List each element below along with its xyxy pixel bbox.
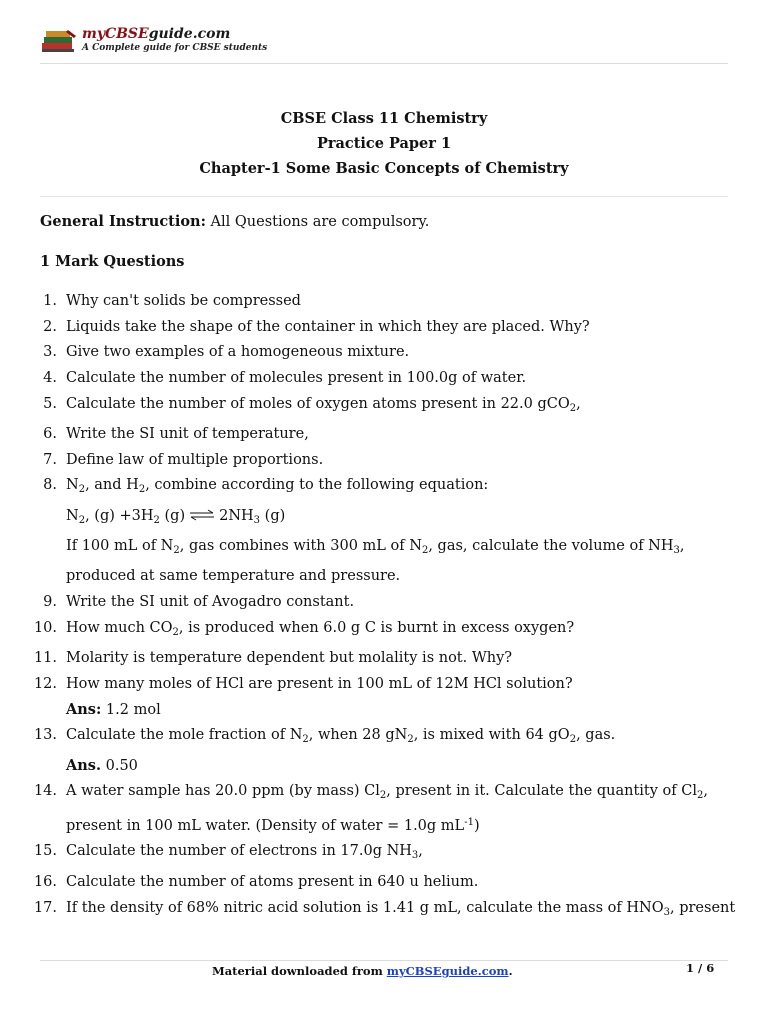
question-number: 9. [43,594,57,610]
chemical-equation: $N_2$, $(g) +3H_2$ (g) $2NH_3$ (g) [66,508,286,526]
answer-label: Ans: [66,701,102,718]
question-text: Liquids take the shape of the container in which they are placed. Why? [66,319,590,335]
question-text: How many moles of HCl are present in 100 mL of 12M HCl solution? [66,676,573,692]
question-continuation: present in 100 mL water. (Density of water = 1.0g $mL^{-1}$) [66,817,480,834]
question-number: 2. [43,319,57,335]
question-number: 16. [33,874,57,890]
answer-label: Ans. [66,757,102,774]
question-number: 1. [43,293,57,309]
question-number: 8. [43,477,57,493]
question-number: 10. [33,620,57,636]
site-header [40,26,740,60]
question-continuation: If 100 mL of $N_2$, gas combines with 300 mL of $N_2$, gas, calculate the volume of $NH_3$, [66,538,685,556]
question-text: Give two examples of a homogeneous mixture. [66,344,410,360]
question-text: Molarity is temperature dependent but molality is not. Why? [66,650,513,666]
question-text: Calculate the mole fraction of $N_2$, when 28 $gN_2$, is mixed with 64 $gO_2$, gas. [66,727,616,745]
header-divider [40,63,728,64]
footer-note: Material downloaded from myCBSEguide.com. [212,964,513,978]
question-number: 6. [43,426,57,442]
instruction-text: All Questions are compulsory. [205,214,430,230]
question-number: 11. [33,650,57,666]
logo-tagline: A Complete guide for CBSE students [82,43,268,53]
books-logo-icon [40,28,78,54]
document-title: CBSE Class 11 Chemistry [280,110,488,127]
section-heading: 1 Mark Questions [40,253,185,270]
question-text: Calculate the number of molecules present in 100.0g of water. [66,370,527,386]
general-instruction [40,213,429,230]
question-text: Why can't solids be compressed [66,293,301,309]
question-text: Calculate the number of atoms present in 640 u helium. [66,874,479,890]
logo-suffix: guide.com [148,26,231,42]
question-number: 15. [33,843,57,859]
question-number: 12. [33,676,57,692]
site-logo[interactable] [82,26,267,54]
question-text: Calculate the number of moles of oxygen atoms present in 22.0 gCO$_2$, [66,396,581,414]
instruction-label: General Instruction: [40,213,206,230]
question-number: 3. [43,344,57,360]
title-divider [40,196,728,197]
question-number: 13. [33,727,57,743]
question-text: Calculate the number of electrons in 17.0g $NH_3$, [66,843,423,861]
answer [66,701,161,718]
question-number: 7. [43,452,57,468]
question-number: 4. [43,370,57,386]
question-number: 17. [33,900,57,916]
question-text: A water sample has 20.0 ppm (by mass) $Cl_2$, present in it. Calculate the quantity of $Cl_2$, [66,783,708,801]
footer-link[interactable]: myCBSEguide.com [386,964,509,978]
answer-value: 1.2 mol [101,702,161,718]
question-text: How much $CO_2$, is produced when 6.0 g C is burnt in excess oxygen? [66,620,575,638]
question-text: Write the SI unit of Avogadro constant. [66,594,355,610]
answer-value: 0.50 [101,758,138,774]
document-title-block [0,106,768,181]
answer [66,757,138,774]
page-number: 1 / 6 [686,961,715,975]
question-number: 5. [43,396,57,412]
chapter-title: Chapter-1 Some Basic Concepts of Chemistry [199,160,569,177]
footer-divider [40,960,728,961]
equilibrium-arrow-icon [189,509,215,521]
question-number: 14. [33,783,57,799]
logo-brand: myCBSE [82,26,149,42]
question-text: Define law of multiple proportions. [66,452,324,468]
question-text: If the density of 68% nitric acid solution is 1.41 g mL, calculate the mass of $HNO_3$, present [66,900,736,918]
question-text: $N_2$, and $H_2$, combine according to the following equation: [66,477,489,495]
question-text: Write the SI unit of temperature, [66,426,309,442]
question-continuation: produced at same temperature and pressure. [66,568,401,584]
document-subtitle: Practice Paper 1 [316,135,452,152]
footer-prefix: Material downloaded from [212,964,387,978]
